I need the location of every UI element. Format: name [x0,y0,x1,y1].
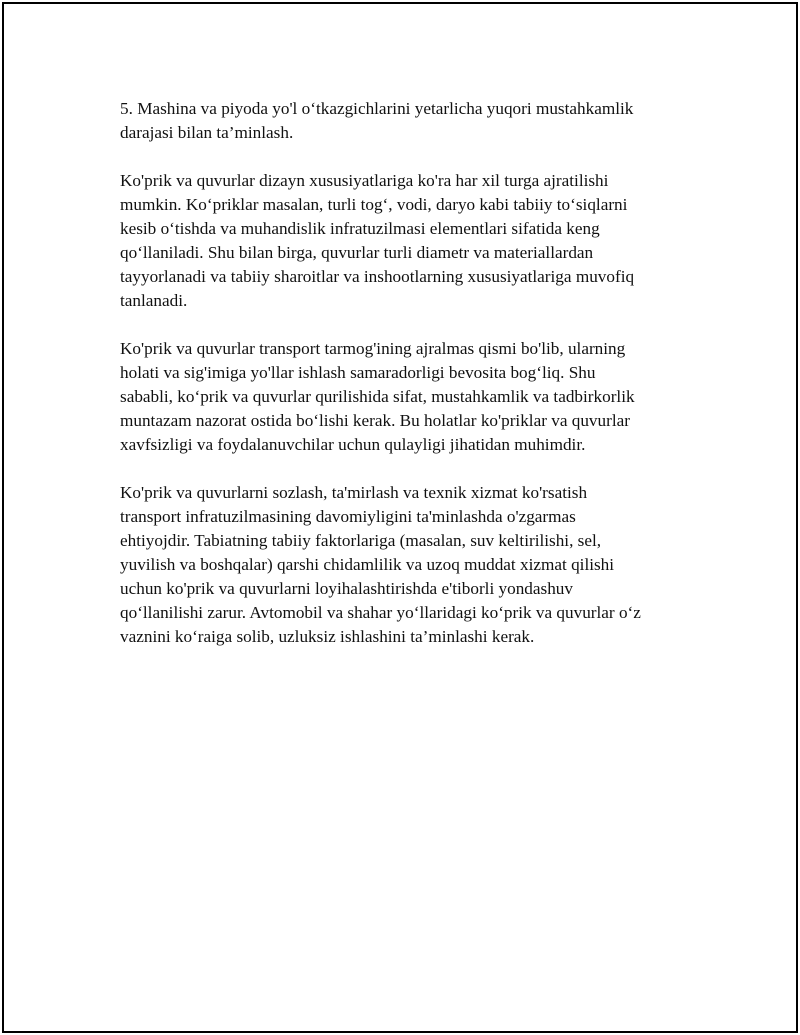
paragraph-maintenance: Ko'prik va quvurlarni sozlash, ta'mirlash va texnik xizmat ko'rsatish transport infratuzilmasining davomiyligini ta'minlashda o'zgarmas ehtiyojdir. Tabiatning tabiiy faktorlariga (masalan, suv keltirilishi, sel, yuvilish va boshqalar) qarshi chidamlilik va uzoq muddat xizmat qilishi uchun ko'prik va quvurlarni loyihalashtirishda e'tiborli yondashuv qo‘llanilishi zarur. Avtomobil va shahar yo‘llaridagi ko‘prik va quvurlar o‘z vaznini ko‘raiga solib, uzluksiz ishlashini ta’minlashi kerak. [120,483,641,646]
paragraph-bridge-types: Ko'prik va quvurlar dizayn xususiyatlariga ko'ra har xil turga ajratilishi mumkin. Ko‘priklar masalan, turli tog‘, vodi, daryo kabi tabiiy to‘siqlarni kesib o‘tishda va muhandislik infratuzilmasi elementlari sifatida keng qo‘llaniladi. Shu bilan birga, quvurlar turli diametr va materiallardan tayyorlanadi va tabiiy sharoitlar va inshootlarning xususiyatlariga muvofiq tanlanadi. [120,171,635,310]
document-page [2,2,798,1033]
paragraph-list-item: 5. Mashina va piyoda yo'l o‘tkazgichlarini yetarlicha yuqori mustahkamlik darajasi bilan ta’minlash. [120,99,634,142]
paragraph-transport-network: Ko'prik va quvurlar transport tarmog'ining ajralmas qismi bo'lib, ularning holati va sig'imiga yo'llar ishlash samaradorligi bevosita bog‘liq. Shu sababli, ko‘prik va quvurlar qurilishida sifat, mustahkamlik va tadbirkorlik muntazam nazorat ostida bo‘lishi kerak. Bu holatlar ko'priklar va quvurlar xavfsizligi va foydalanuvchilar uchun qulayligi jihatidan muhimdir. [120,339,635,454]
document-body [120,97,690,673]
